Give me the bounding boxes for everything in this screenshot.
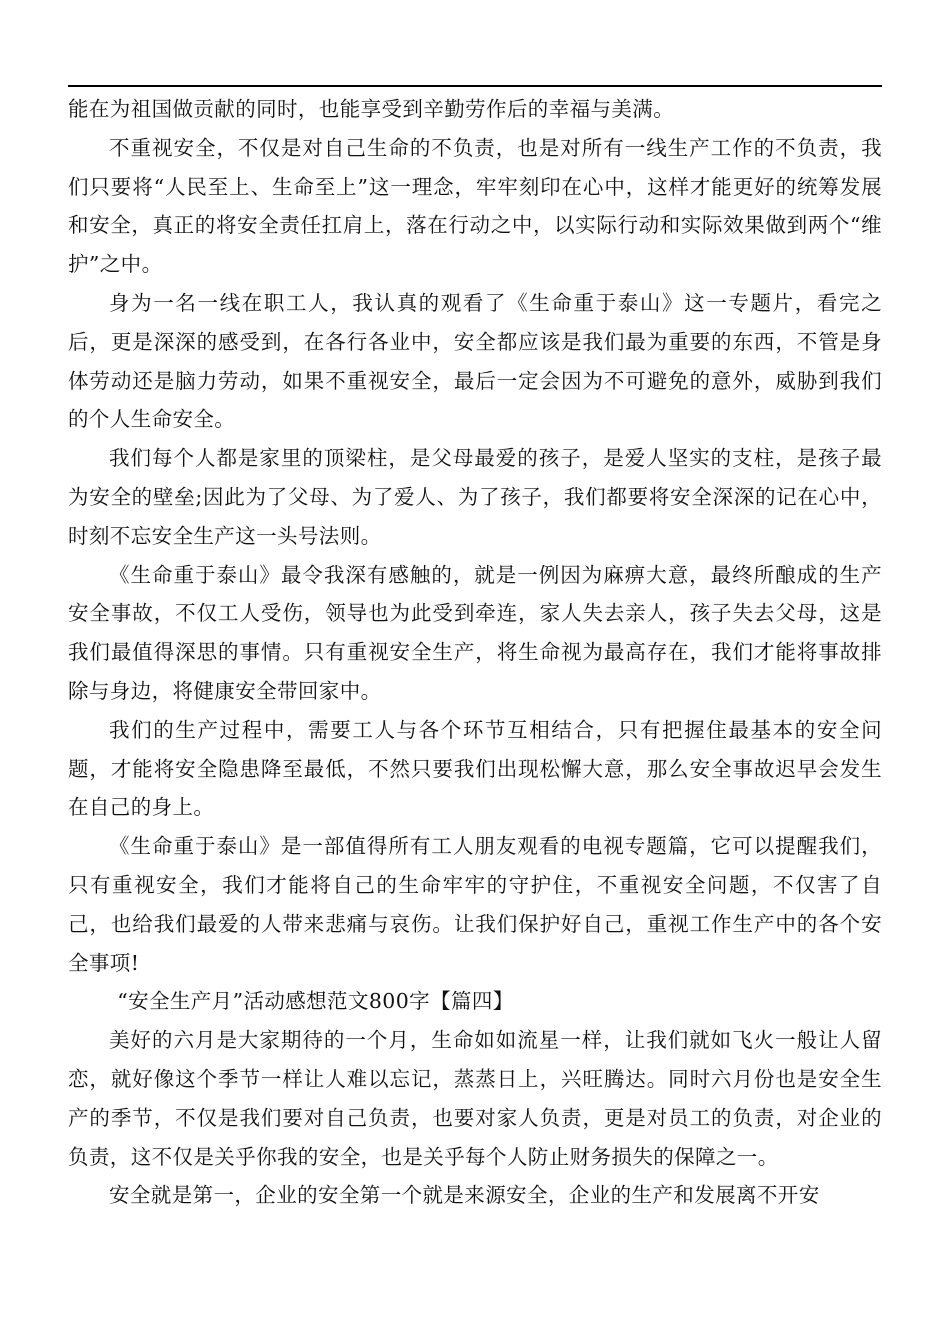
- paragraph: 《生命重于泰山》是一部值得所有工人朋友观看的电视专题篇，它可以提醒我们，只有重视安全，我们才能将自己的生命牢牢的守护住，不重视安全问题，不仅害了自己，也给我们最爱的人带来悲痛与哀伤。让我们保护好自己，重视工作生产中的各个安全事项!: [68, 834, 882, 975]
- paragraph: 我们的生产过程中，需要工人与各个环节互相结合，只有把握住最基本的安全问题，才能将安全隐患降至最低，不然只要我们出现松懈大意，那么安全事故迟早会发生在自己的身上。: [68, 717, 882, 820]
- paragraph-continuation: 能在为祖国做贡献的同时，也能享受到辛勤劳作后的幸福与美满。: [68, 97, 675, 121]
- section-heading: “安全生产月”活动感想范文800字【篇四】: [117, 989, 514, 1014]
- paragraph: 不重视安全，不仅是对自己生命的不负责，也是对所有一线生产工作的不负责，我们只要将“人民至上、生命至上”这一理念，牢牢刻印在心中，这样才能更好的统筹发展和安全，真正的将安全责任扛肩上，落在行动之中，以实际行动和实际效果做到两个“维护”之中。: [68, 135, 882, 277]
- paragraph: 身为一名一线在职工人，我认真的观看了《生命重于泰山》这一专题片，看完之后，更是深深的感受到，在各行各业中，安全都应该是我们最为重要的东西，不管是身体劳动还是脑力劳动，如果不重视安全，最后一定会因为不可避免的意外，威胁到我们的个人生命安全。: [68, 290, 882, 432]
- paragraph: 我们每个人都是家里的顶梁柱，是父母最爱的孩子，是爱人坚实的支柱，是孩子最为安全的壁垒;因此为了父母、为了爱人、为了孩子，我们都要将安全深深的记在心中，时刻不忘安全生产这一头号法则。: [68, 446, 882, 548]
- paragraph: 《生命重于泰山》最令我深有感触的，就是一例因为麻痹大意，最终所酿成的生产安全事故，不仅工人受伤，领导也为此受到牵连，家人失去亲人，孩子失去父母，这是我们最值得深思的事情。只有重视安全生产，将生命视为最高存在，我们才能将事故排除与身边，将健康安全带回家中。: [68, 562, 882, 703]
- paragraph: 美好的六月是大家期待的一个月，生命如如流星一样，让我们就如飞火一般让人留恋，就好像这个季节一样让人难以忘记，蒸蒸日上，兴旺腾达。同时六月份也是安全生产的季节，不仅是我们要对自己负责，也要对家人负责，更是对员工的负责，对企业的负责，这不仅是关乎你我的安全，也是关乎每个人防止财务损失的保障之一。: [68, 1028, 882, 1169]
- paragraph: 安全就是第一，企业的安全第一个就是来源安全，企业的生产和发展离不开安: [109, 1183, 820, 1208]
- document-body: [68, 90, 882, 1215]
- header-rule: [68, 85, 882, 87]
